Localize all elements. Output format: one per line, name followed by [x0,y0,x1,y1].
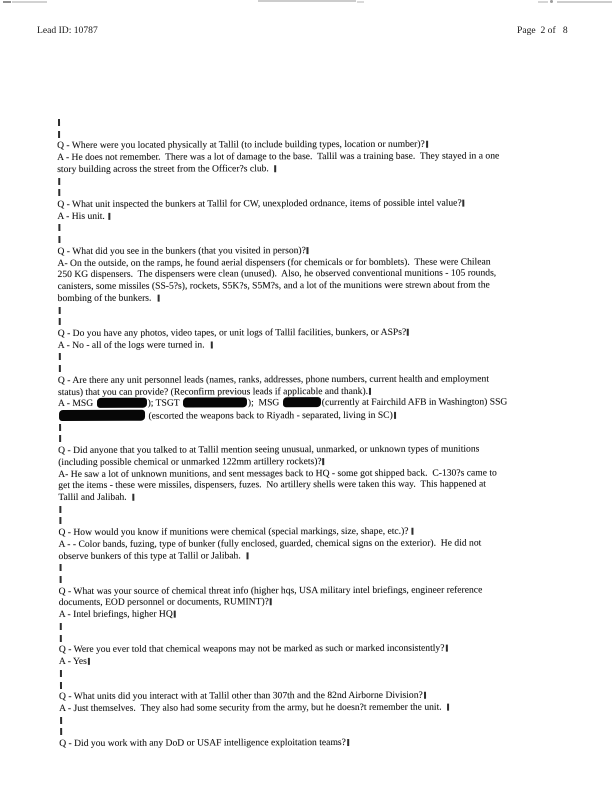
line-text: status) that you can provide? (Reconfirm previous leads if applicable and thank). [57,385,369,398]
document-line [59,736,579,750]
paragraph-mark [247,552,249,559]
paragraph-mark [307,247,309,254]
paragraph-mark [59,424,61,431]
paragraph-mark [347,739,349,746]
paragraph-mark [59,306,61,313]
paragraph-mark [60,564,62,571]
line-text: Q - Do you have any photos, video tapes, or unit logs of Tallil facilities, bunkers, or ASPs? [57,326,407,339]
line-text: Q - Were you ever told that chemical weapons may not be marked as such or marked inconsistently? [58,642,445,656]
paragraph-mark [60,670,62,677]
line-text: A - - Color bands, fuzing, type of bunker (fully enclosed, guarded, chemical signs on the exterior). He did not [58,537,482,550]
paragraph-mark [60,681,62,688]
paragraph-mark [60,576,62,583]
paragraph-mark [59,365,61,372]
paragraph-mark [447,704,449,711]
line-text: ); MSG [247,397,282,409]
line-text: (currently at Fairchild AFB in Washington) SSG [321,396,508,409]
line-text: Q - Where were you located physically at Tallil (to include building types, location or number)? [57,139,425,152]
lead-id-label: Lead ID: 10787 [37,25,98,36]
line-text: story building across the street from the Officer?s club. [57,163,274,175]
page-number: Page 2 of 8 [517,25,568,36]
paragraph-mark [270,599,272,606]
paragraph-mark [369,387,371,394]
paragraph-mark [394,412,396,419]
redaction-bar [283,397,321,407]
line-text: Q - Did you work with any DoD or USAF intelligence exploitation teams? [59,737,346,750]
line-text: (including possible chemical or unmarked 122mm artillery rockets)? [58,455,322,468]
page-header [0,25,612,39]
paragraph-mark [88,658,90,665]
paragraph-mark [59,435,61,442]
scan-artifact [550,0,553,3]
paragraph-mark [58,224,60,231]
paragraph-mark [58,189,60,196]
paragraph-mark [174,611,176,618]
line-text: Tallil and Jalibah. [58,491,132,503]
scan-artifact [3,1,11,3]
line-text: Q - Are there any unit personnel leads (names, ranks, addresses, phone numbers, current health and employment [57,373,489,386]
line-text: A - His unit. [57,210,108,222]
line-text: Q - What did you see in the bunkers (that you visited in person)? [57,245,306,257]
line-text: ); TSGT [147,397,182,409]
redaction-bar [183,398,247,408]
redaction-bar [97,398,147,408]
scan-artifact [258,0,356,2]
line-text: Q - What unit inspected the bunkers at Tallil for CW, unexploded ordnance, items of possible intel value? [57,197,462,211]
document-line [57,150,577,164]
line-text: A - No - all of the logs were turned in. [57,339,210,351]
line-text: A - Intel briefings, higher HQ [58,608,173,621]
paragraph-mark [157,294,159,301]
line-text: documents, EOD personnel or documents, RUMINT)? [58,596,269,609]
paragraph-mark [108,213,110,220]
line-text: A - He does not remember. There was a lot of damage to the base. Tallil was a training base. They stayed in a one [57,150,500,164]
paragraph-mark [58,131,60,138]
paragraph-mark [407,329,409,336]
paragraph-mark [58,178,60,185]
scan-artifact [557,1,612,3]
scan-artifact [357,1,364,3]
line-text: A - Just themselves. They also had some security from the army, but he doesn?t remember the unit. [59,701,447,714]
line-text: A- On the outside, on the ramps, he found aerial dispensers (for chemicals or for bomblets). These were Chilean [57,256,491,269]
paragraph-mark [59,353,61,360]
paragraph-mark [59,318,61,325]
document-line [58,396,578,410]
paragraph-mark [323,458,325,465]
scan-artifact [12,1,47,3]
line-text: Q - How would you know if munitions were chemical (special markings, size, shape, etc.)? [58,525,411,539]
line-text: observe bunkers of this type at Tallil or Jalibah. [58,549,246,562]
line-text: 250 KG dispensers. The dispensers were clean (unused). Also, he observed conventional munitions - 105 rounds, [57,267,497,281]
line-text: (escorted the weapons back to Riyadh - separated, living in SC) [146,409,393,422]
paragraph-mark [59,506,61,513]
paragraph-mark [132,494,134,501]
line-text: bombing of the bunkers. [57,292,157,304]
paragraph-mark [445,645,447,652]
paragraph-mark [58,119,60,126]
line-text: get the items - these were missiles, dispensers, fuzes. No artillery shells were taken this way. This happened at [58,478,486,492]
paragraph-mark [426,141,428,148]
paragraph-mark [58,236,60,243]
paragraph-mark [412,528,414,535]
line-text: Q - What units did you interact with at Tallil other than 307th and the 82nd Airborne Division? [59,689,423,703]
line-text: Q - Did anyone that you talked to at Tallil mention seeing unusual, unmarked, or unknown types of munitions [58,443,480,457]
line-text: A - MSG [57,398,96,410]
paragraph-mark [463,200,465,207]
paragraph-mark [60,623,62,630]
paragraph-mark [275,165,277,172]
paragraph-mark [424,692,426,699]
scan-artifact [538,1,548,3]
line-text: A- He saw a lot of unknown munitions, and sent messages back to HQ - some got shipped back. C-130?s came to [58,467,497,480]
line-text: canisters, some missiles (SS-5?s), rockets, S5K?s, S5M?s, and a lot of the munitions were strewn about from the [57,279,490,293]
paragraph-mark [210,341,212,348]
document-body [57,115,579,750]
line-text: A - Yes [58,655,87,668]
paragraph-mark [60,728,62,735]
paragraph-mark [60,635,62,642]
paragraph-mark [60,717,62,724]
paragraph-mark [59,517,61,524]
redaction-bar [59,410,145,421]
line-text: Q - What was your source of chemical threat info (higher hqs, USA military intel briefings, engineer reference [58,584,483,597]
